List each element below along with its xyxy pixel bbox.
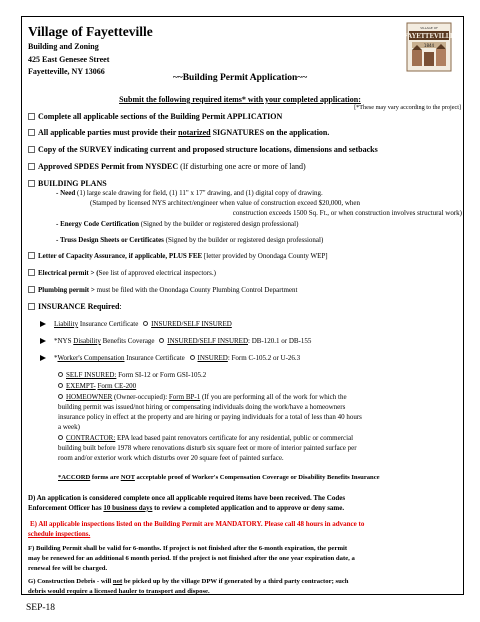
village-title: Village of Fayetteville — [28, 24, 153, 39]
arrow-bullet-icon — [40, 321, 46, 327]
item-capacity-letter: Letter of Capacity Assurance, if applicable, PLUS FEE [letter provided by Onondaga County WEP] — [28, 252, 328, 260]
plans-stamp-note: (Stamped by licensed NYS architect/engineer when value of construction exceed $20,000, when — [90, 199, 360, 207]
option-homeowner: HOMEOWNER (Owner-occupied): Form BP-1 (If you are performing all of the work for which the — [58, 393, 347, 401]
checkbox-icon[interactable] — [28, 252, 35, 259]
plans-energy-code: - Energy Code Certification (Signed by the builder or registered design professional) — [56, 220, 299, 228]
item-insurance: INSURANCE Required: — [28, 302, 122, 311]
item-electrical: Electrical permit > (See list of approved electrical inspectors.) — [28, 269, 216, 277]
radio-icon[interactable] — [58, 383, 63, 388]
homeowner-text-4: a week) — [58, 423, 80, 431]
svg-text:VILLAGE OF: VILLAGE OF — [420, 26, 438, 30]
doc-title: ~~Building Permit Application~~ — [172, 73, 308, 83]
required-items-heading: Submit the following required items* with your completed application: — [119, 95, 361, 104]
contractor-text-3: room and/or exterior work which disturbs over 20 square feet of painted surface. — [58, 454, 284, 462]
checkbox-icon[interactable] — [28, 286, 35, 293]
checkbox-icon[interactable] — [28, 129, 35, 136]
note-d-line2: Enforcement Officer has 10 business days to review a completed application and to approve or deny same. — [28, 504, 345, 512]
plans-stamp-note-2: construction exceeds 1500 Sq. Ft., or when construction involves structural work) — [232, 209, 462, 217]
item-application: Complete all applicable sections of the Building Permit APPLICATION — [28, 112, 282, 121]
arrow-bullet-icon — [40, 338, 46, 344]
item-spdes: Approved SPDES Permit from NYSDEC (If disturbing one acre or more of land) — [28, 162, 306, 171]
option-contractor: CONTRACTOR: EPA lead based paint renovators certificate for any residential, public or commercial — [58, 434, 353, 442]
svg-text:FAYETTEVILLE: FAYETTEVILLE — [406, 33, 452, 40]
svg-text:1844: 1844 — [423, 43, 435, 48]
insurance-workers-comp: *Worker's Compensation Insurance Certificate INSURED: Form C-105.2 or U-26.3 — [40, 354, 300, 362]
radio-icon[interactable] — [143, 321, 148, 326]
village-logo — [406, 22, 452, 72]
checkbox-icon[interactable] — [28, 269, 35, 276]
note-e-line2: schedule inspections. — [28, 530, 91, 538]
item-building-plans: BUILDING PLANS — [28, 179, 107, 188]
revision-code: SEP-18 — [26, 603, 56, 613]
note-f-line3: renewal fee will be charged. — [28, 565, 108, 572]
note-e-line1: E) All applicable inspections listed on the Building Permit are MANDATORY. Please call 48 hours in advance to — [30, 520, 365, 528]
checkbox-icon[interactable] — [28, 303, 35, 310]
radio-icon[interactable] — [58, 435, 63, 440]
item-plumbing: Plumbing permit > must be filed with the Onondaga County Plumbing Control Department — [28, 286, 297, 294]
checkbox-icon[interactable] — [28, 180, 35, 187]
radio-icon[interactable] — [58, 372, 63, 377]
department: Building and Zoning — [28, 42, 99, 51]
note-d-line1: D) An application is considered complete once all applicable required items have been received. The Codes — [28, 494, 346, 502]
checkbox-icon[interactable] — [28, 163, 35, 170]
item-signatures: All applicable parties must provide their notarized SIGNATURES on the application. — [28, 128, 329, 137]
plans-truss: - Truss Design Sheets or Certificates (Signed by the builder or registered design professional) — [56, 236, 324, 244]
contractor-text-2: building built before 1978 where renovations disturb six square feet or more of interior painted surface per — [58, 444, 357, 452]
radio-icon[interactable] — [58, 394, 63, 399]
radio-icon[interactable] — [159, 338, 164, 343]
note-g-line1: G) Construction Debris - will not be picked up by the village DPW if generated by a third party contractor; such — [28, 578, 349, 585]
vary-note: [*These may vary according to the project] — [354, 104, 461, 111]
item-survey: Copy of the SURVEY indicating current and proposed structure locations, dimensions and setbacks — [28, 145, 378, 154]
insurance-liability: Liability Insurance Certificate INSURED/SELF INSURED — [40, 320, 232, 328]
street-address: 425 East Genesee Street — [28, 55, 110, 64]
homeowner-text-3: insurance policy in effect at the property and are hiring or paying individuals for a total of less than 40 hours — [58, 413, 362, 421]
note-f-line2: may be renewed for an additional 6 month period. If the project is not finished after the one year expiration date, a — [28, 555, 355, 562]
note-f-line1: F) Building Permit shall be valid for 6-months. If project is not finished after the 6-month expiration, the permit — [28, 545, 348, 552]
accord-note: *ACCORD forms are NOT acceptable proof of Worker's Compensation Coverage or Disability Benefits Insurance — [58, 474, 380, 481]
option-exempt: EXEMPT- Form CE-200 — [58, 382, 136, 390]
plans-need: - Need (1) large scale drawing for field, (1) 11" x 17" drawing, and (1) digital copy of drawing. — [56, 189, 323, 197]
checkbox-icon[interactable] — [28, 113, 35, 120]
radio-icon[interactable] — [190, 355, 195, 360]
arrow-bullet-icon — [40, 355, 46, 361]
option-self-insured: SELF INSURED: Form SI-12 or Form GSI-105.2 — [58, 371, 206, 379]
note-g-line2: debris would require a licensed hauler to transport and dispose. — [28, 588, 210, 595]
checkbox-icon[interactable] — [28, 146, 35, 153]
insurance-disability: *NYS Disability Benefits Coverage INSURED/SELF INSURED: DB-120.1 or DB-155 — [40, 337, 311, 345]
homeowner-text-2: building permit was issued/not hiring or compensating individuals doing the work/have a homeowners — [58, 403, 346, 411]
city-address: Fayetteville, NY 13066 — [28, 67, 105, 76]
